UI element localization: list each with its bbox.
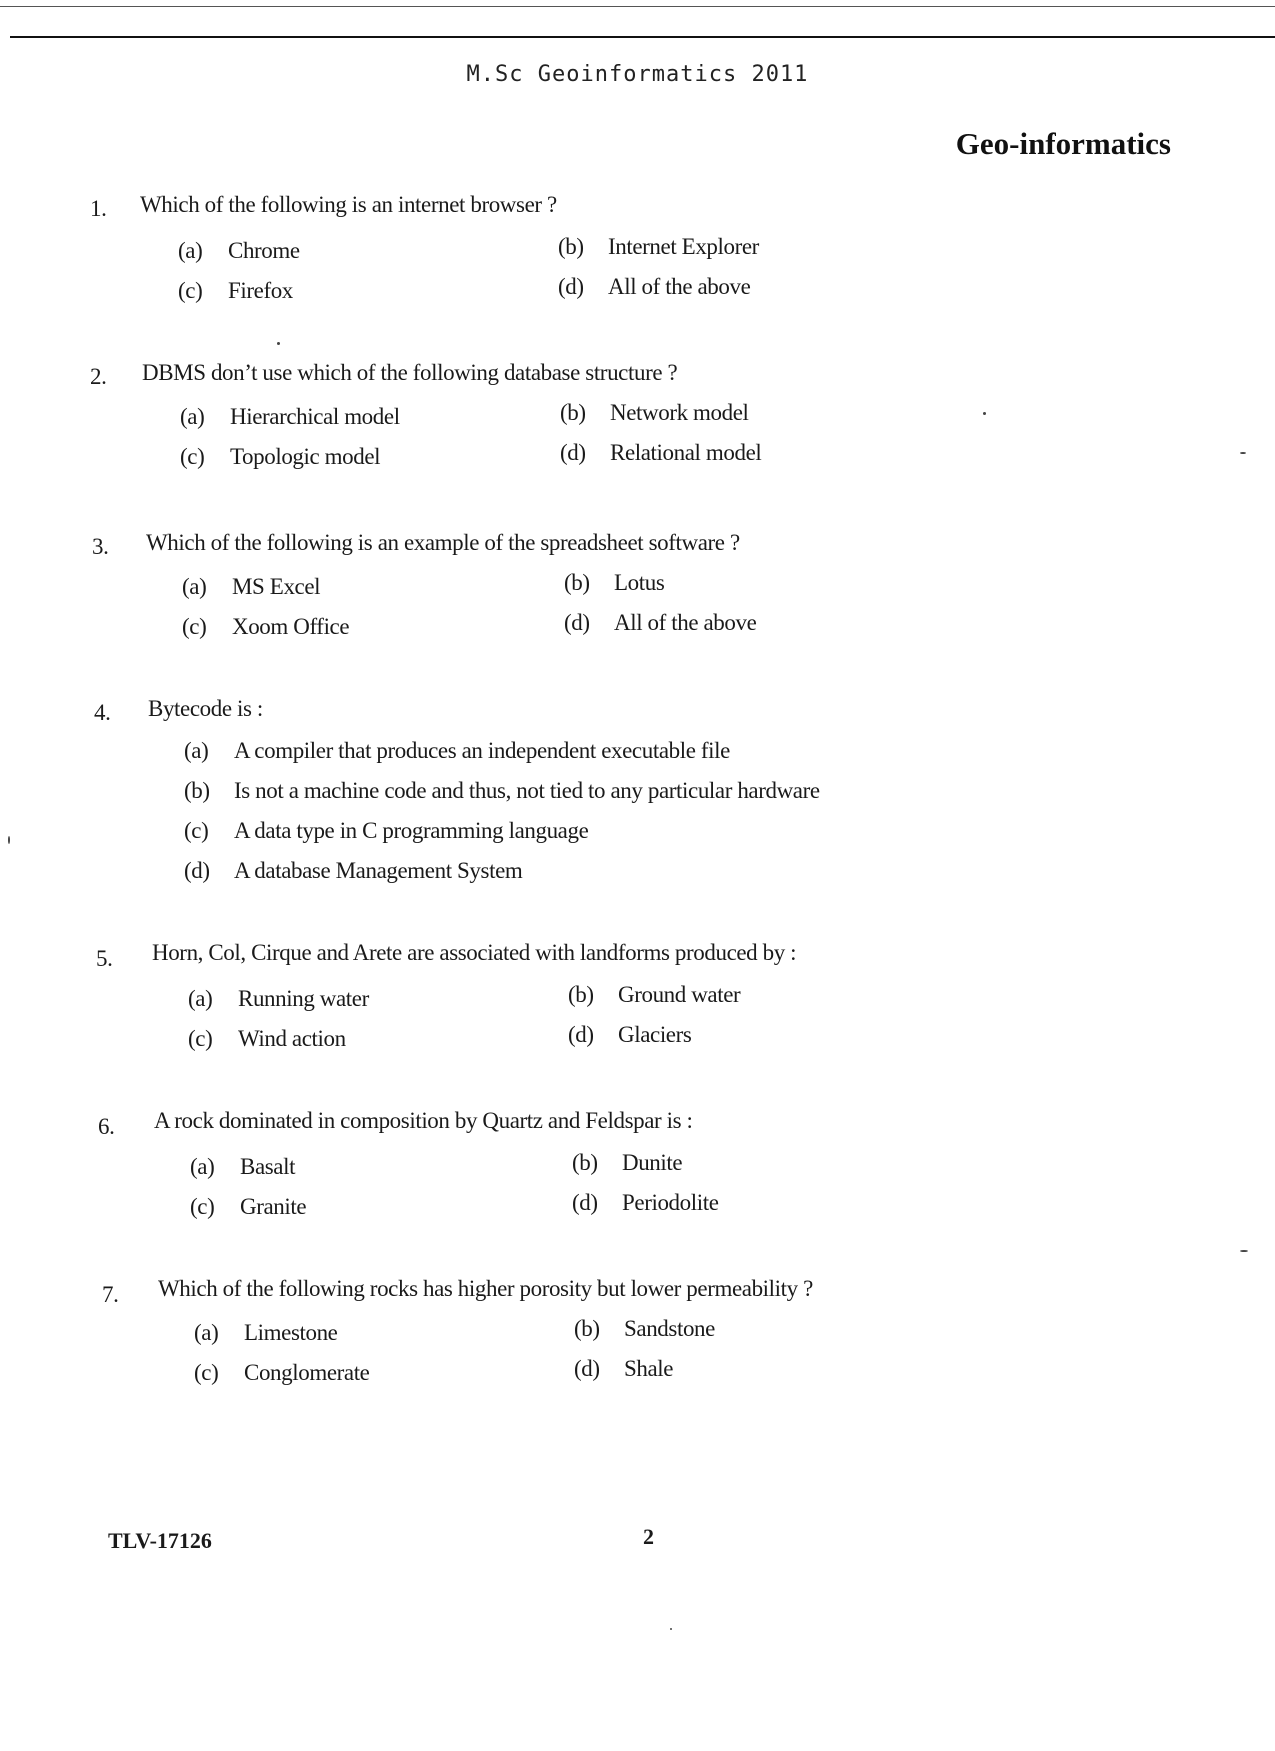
option-label: (b) [574, 1316, 600, 1341]
paper-code: TLV-17126 [108, 1528, 212, 1553]
top-rule [0, 6, 1275, 7]
option-text: A data type in C programming language [234, 818, 589, 843]
option-label: (a) [194, 1320, 219, 1345]
option-text: All of the above [608, 274, 751, 299]
option-a [190, 1154, 295, 1180]
option-b [184, 778, 820, 804]
option-label: (a) [182, 574, 207, 599]
option-text: MS Excel [232, 574, 321, 599]
option-text: All of the above [614, 610, 757, 635]
question-text: Horn, Col, Cirque and Arete are associated with landforms produced by : [152, 940, 797, 965]
option-text: Wind action [238, 1026, 346, 1051]
option-label: (d) [572, 1190, 598, 1215]
option-c [190, 1194, 306, 1220]
option-a [194, 1320, 338, 1346]
option-label: (b) [564, 570, 590, 595]
option-d [560, 440, 761, 466]
question-number: 1. [90, 196, 107, 221]
option-text: Network model [610, 400, 749, 425]
question-text: Which of the following is an example of the spreadsheet software ? [146, 530, 740, 555]
option-b [572, 1150, 682, 1176]
option-a [188, 986, 369, 1012]
option-label: (c) [178, 278, 203, 303]
option-text: A database Management System [234, 858, 523, 883]
question-text: A rock dominated in composition by Quartz and Feldspar is : [154, 1108, 693, 1133]
option-d [572, 1190, 719, 1216]
question-text: Bytecode is : [148, 696, 263, 721]
option-label: (c) [184, 818, 209, 843]
option-label: (c) [190, 1194, 215, 1219]
option-label: (c) [180, 444, 205, 469]
option-b [568, 982, 740, 1008]
subject-title: Geo-informatics [955, 126, 1171, 161]
option-label: (b) [560, 400, 586, 425]
option-label: (d) [574, 1356, 600, 1381]
option-label: (a) [180, 404, 205, 429]
option-d [564, 610, 756, 636]
option-text: Sandstone [624, 1316, 715, 1341]
question-text: Which of the following rocks has higher porosity but lower permeability ? [158, 1276, 813, 1301]
option-text: Dunite [622, 1150, 683, 1175]
option-text: Basalt [240, 1154, 296, 1179]
scan-speck [1240, 1250, 1248, 1252]
option-b [574, 1316, 715, 1342]
option-label: (b) [568, 982, 594, 1007]
page-number: 2 [643, 1524, 654, 1549]
option-text: Granite [240, 1194, 307, 1219]
option-c [178, 278, 293, 304]
option-label: (b) [184, 778, 210, 803]
option-label: (d) [558, 274, 584, 299]
option-a [180, 404, 400, 430]
option-text: Xoom Office [232, 614, 350, 639]
option-text: Glaciers [618, 1022, 692, 1047]
option-d [574, 1356, 673, 1382]
option-a [178, 238, 300, 264]
question-text: Which of the following is an internet browser ? [140, 192, 557, 217]
option-text: Shale [624, 1356, 674, 1381]
option-label: (d) [564, 610, 590, 635]
option-text: Hierarchical model [230, 404, 400, 429]
question-number: 6. [98, 1114, 115, 1139]
option-label: (c) [194, 1360, 219, 1385]
scan-speck [670, 1628, 672, 1630]
question-number: 2. [90, 364, 107, 389]
option-text: Is not a machine code and thus, not tied to any particular hardware [234, 778, 820, 803]
option-text: Conglomerate [244, 1360, 370, 1385]
option-label: (c) [182, 614, 207, 639]
option-text: Firefox [228, 278, 293, 303]
question-number: 4. [94, 700, 111, 725]
question-number: 3. [92, 534, 109, 559]
scan-speck [8, 836, 10, 844]
option-a [182, 574, 320, 600]
scan-speck [983, 412, 986, 415]
option-c [180, 444, 380, 470]
option-c [194, 1360, 370, 1386]
option-c [184, 818, 588, 844]
option-label: (a) [178, 238, 203, 263]
question-text: DBMS don’t use which of the following database structure ? [142, 360, 678, 385]
option-label: (b) [558, 234, 584, 259]
option-label: (d) [560, 440, 586, 465]
option-label: (a) [190, 1154, 215, 1179]
option-text: Ground water [618, 982, 741, 1007]
option-a [184, 738, 730, 764]
option-text: Topologic model [230, 444, 381, 469]
option-text: Periodolite [622, 1190, 719, 1215]
option-b [558, 234, 759, 260]
question-number: 7. [102, 1282, 119, 1307]
option-label: (b) [572, 1150, 598, 1175]
option-text: Limestone [244, 1320, 338, 1345]
option-text: Lotus [614, 570, 665, 595]
scan-speck [277, 342, 280, 345]
option-b [564, 570, 664, 596]
option-b [560, 400, 749, 426]
option-d [558, 274, 750, 300]
option-c [182, 614, 349, 640]
option-label: (c) [188, 1026, 213, 1051]
header-rule [10, 36, 1275, 38]
option-text: A compiler that produces an independent executable file [234, 738, 730, 763]
option-label: (a) [184, 738, 209, 763]
exam-header: M.Sc Geoinformatics 2011 [466, 62, 809, 87]
option-text: Chrome [228, 238, 300, 263]
option-c [188, 1026, 346, 1052]
option-d [568, 1022, 691, 1048]
question-number: 5. [96, 946, 113, 971]
scan-speck [1240, 452, 1246, 454]
option-text: Internet Explorer [608, 234, 759, 259]
option-d [184, 858, 522, 884]
option-text: Running water [238, 986, 369, 1011]
option-text: Relational model [610, 440, 762, 465]
option-label: (a) [188, 986, 213, 1011]
option-label: (d) [568, 1022, 594, 1047]
option-label: (d) [184, 858, 210, 883]
